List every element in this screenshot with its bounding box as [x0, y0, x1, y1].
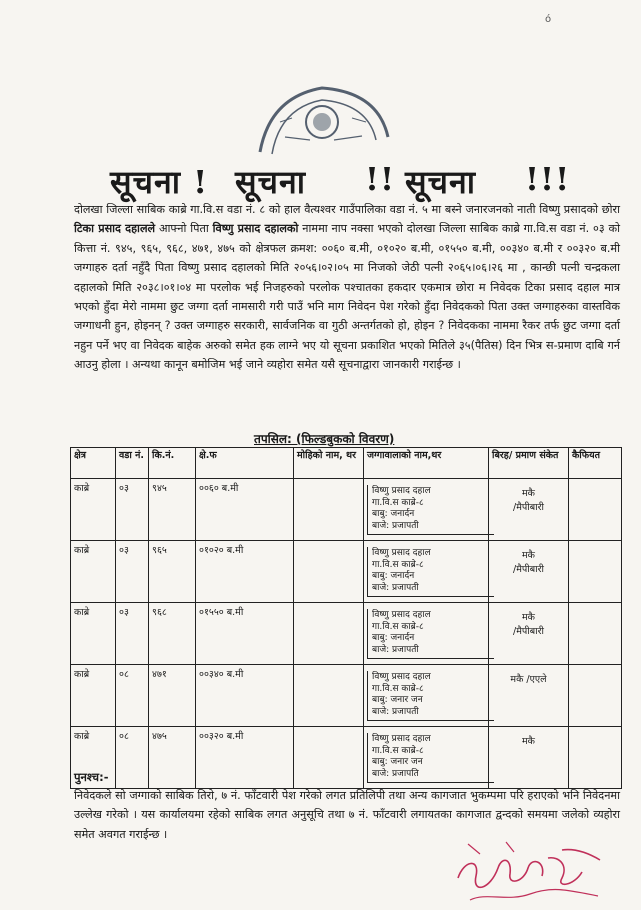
owner-details: [367, 609, 494, 659]
cell-ward: ०३: [116, 541, 149, 603]
cell-ward: ०८: [116, 727, 149, 789]
owner-details: [367, 547, 494, 597]
header-remarks: कैफियत: [569, 448, 622, 479]
cell-remarks: [569, 603, 622, 665]
cell-area: काब्रे: [71, 479, 116, 541]
cell-land-type: [489, 479, 569, 541]
owner-grandfather: बाजे: प्रजापति: [372, 768, 419, 779]
owner-name: विष्णु प्रसाद दहाल: [372, 672, 431, 682]
cell-area: काब्रे: [71, 541, 116, 603]
cell-owner: [364, 541, 489, 603]
cell-kitta: ९६८: [149, 603, 196, 665]
owner-father: बाबु: जनार्दन: [372, 509, 415, 520]
land-crop: मकै: [522, 612, 535, 623]
body-part-3: नाममा नाप नक्सा भएको दोलखा जिल्ला साबिक काब्रे गा.वि.स वडा नं. ०३ को कित्ता नं. ९४५, ९६५, ९६८, ४७१, ४७५ को क्षेत्रफल क्रमश: ००६० ब.मी, ०१०२० ब.मी, ०१५५० ब.मी, ००३४० ब.मी र ००३२० ब.मी जग्गाहरु दर्ता नहुँदै पिता विष्णु प्रसाद दहालको मिति २०५६।०२।०५ मा निजको जेठी पत्नी २०६५।०६।२६ मा , कान्छी पत्नी चन्द्रकला दहालको मिति २०३८।०१।०४ मा परलोक भई निजहरुको परलोक पश्चातका हकदार एकमात्र छोरा म निवेदक टिका प्रसाद दहाल मात्र भएको हुँदा मेरो नाममा छुट जग्गा दर्ता नामसारी गरी पाउँ भनि माग निवेदन पेश गरेको हुँदा निवेदकको पिता उक्त जग्गाहरुका वास्तविक जग्गाधनी हुन, होइनन् ? उक्त जग्गाहरु सरकारी, सार्वजनिक वा गुठी अन्तर्गतको हो, होइन ? निवेदकका नाममा रैकर तर्फ छुट जग्गा दर्ता नहुन पर्ने भए वा निवेदक बाहेक अरुको समेत हक लाग्ने भए यो सूचना प्रकाशित भएको मितिले ३५(पैतिस) दिन भित्र स-प्रमाण दाबि गर्न आउनु होला । अन्यथा कानून बमोजिम भई जाने व्यहोरा समेत यसै सूचनाद्वारा जानकारी गराईन्छ ।: [74, 222, 620, 372]
cell-owner: [364, 727, 489, 789]
cell-ward: ०३: [116, 603, 149, 665]
table-row: [71, 603, 622, 665]
cell-size: ०१०२० ब.मी: [196, 541, 294, 603]
owner-father: बाबु: जनार्दन: [372, 633, 415, 644]
cell-kitta: ४७१: [149, 665, 196, 727]
postscript-title: पुनश्च:-: [74, 770, 109, 784]
heading-word-2: सूचना: [235, 163, 307, 201]
heading-exclaim: !!!: [525, 160, 571, 198]
header-size: क्षे.फ: [196, 448, 294, 479]
office-seal-stamp: [250, 82, 395, 160]
owner-father: बाबु: जनार जन: [372, 757, 423, 768]
header-land-type: बिरह/ प्रमाण संकेत: [489, 448, 569, 479]
cell-kitta: ९६५: [149, 541, 196, 603]
handwritten-signature: [450, 838, 610, 908]
cell-tenant: [294, 665, 364, 727]
table-row: [71, 665, 622, 727]
owner-details: [367, 671, 494, 721]
header-tenant: मोहिको नाम, थर: [294, 448, 364, 479]
header-kitta: कि.नं.: [149, 448, 196, 479]
cell-area: काब्रे: [71, 665, 116, 727]
owner-grandfather: बाजे: प्रजापती: [372, 644, 419, 655]
applicant-name: टिका प्रसाद दहालले: [74, 222, 156, 236]
header-ward: वडा नं.: [116, 448, 149, 479]
cell-size: ०१५५० ब.मी: [196, 603, 294, 665]
fieldbook-table: [70, 447, 622, 789]
table-row: [71, 479, 622, 541]
cell-owner: [364, 665, 489, 727]
cell-remarks: [569, 541, 622, 603]
owner-address: गा.वि.स काब्रे-८: [372, 621, 424, 632]
cell-kitta: ९४५: [149, 479, 196, 541]
land-crop: मकै: [522, 736, 535, 747]
owner-father: बाबु: जनार जन: [372, 695, 423, 706]
table-header-row: [71, 448, 622, 479]
body-part-1: दोलखा जिल्ला साबिक काब्रे गा.वि.स वडा नं. ८ को हाल वैत्यश्वर गाउँपालिका वडा नं. ५ मा बस्ने जनारजनको नाती विष्णु प्रसादको छोरा: [74, 203, 620, 216]
cell-tenant: [294, 727, 364, 789]
cell-ward: ०८: [116, 665, 149, 727]
notice-heading: [110, 160, 570, 204]
heading-word-3: सूचना: [405, 163, 477, 201]
cell-size: ००३४० ब.मी: [196, 665, 294, 727]
cell-tenant: [294, 479, 364, 541]
heading-separator: !!: [365, 160, 396, 198]
table-title: तपसिल: (फिल्डबुकको विवरण): [254, 432, 395, 446]
cell-remarks: [569, 665, 622, 727]
cell-area: काब्रे: [71, 603, 116, 665]
land-crop: मकै /एएले: [510, 674, 547, 685]
header-owner: जग्गावालाको नाम,थर: [364, 448, 489, 479]
cell-remarks: [569, 479, 622, 541]
cell-tenant: [294, 541, 364, 603]
table-row: [71, 727, 622, 789]
owner-details: [367, 485, 494, 535]
owner-name: विष्णु प्रसाद दहाल: [372, 610, 431, 620]
land-class: /मैपीबारी: [513, 626, 544, 637]
land-class: /मैपीबारी: [513, 502, 544, 513]
cell-land-type: [489, 727, 569, 789]
cell-remarks: [569, 727, 622, 789]
table-row: [71, 541, 622, 603]
owner-address: गा.वि.स काब्रे-८: [372, 683, 424, 694]
owner-father: बाबु: जनार्दन: [372, 571, 415, 582]
postscript-text: निवेदकले सो जग्गाको साबिक तिरो, ७ नं. फाँटवारी पेश गरेको लगत प्रतिलिपी तथा अन्य कागजात भुकम्पमा परि हराएको भनि निवेदनमा उल्लेख गरेको । यस कार्यालयमा रहेको साबिक लगत अनुसूचि तथा ७ नं. फाँटवारी लगायतका कागजात द्वन्दको समयमा जलेको व्यहोरा समेत अवगत गराईन्छ ।: [74, 789, 620, 841]
owner-address: गा.वि.स काब्रे-८: [372, 497, 424, 508]
body-part-2: आफ्नो पिता: [155, 222, 213, 236]
owner-grandfather: बाजे: प्रजापती: [372, 520, 419, 531]
land-crop: मकै: [522, 488, 535, 499]
cell-land-type: [489, 665, 569, 727]
owner-grandfather: बाजे: प्रजापती: [372, 582, 419, 593]
cell-kitta: ४७५: [149, 727, 196, 789]
cell-land-type: [489, 603, 569, 665]
owner-name: विष्णु प्रसाद दहाल: [372, 548, 431, 558]
land-crop: मकै: [522, 550, 535, 561]
cell-size: ००६० ब.मी: [196, 479, 294, 541]
corner-mark: ó: [545, 14, 552, 25]
header-area: क्षेत्र: [71, 448, 116, 479]
cell-size: ००३२० ब.मी: [196, 727, 294, 789]
owner-address: गा.वि.स काब्रे-८: [372, 745, 424, 756]
cell-land-type: [489, 541, 569, 603]
owner-details: [367, 733, 494, 783]
cell-area: काब्रे: [71, 727, 116, 789]
owner-address: गा.वि.स काब्रे-८: [372, 559, 424, 570]
owner-grandfather: बाजे: प्रजापती: [372, 706, 419, 717]
cell-ward: ०३: [116, 479, 149, 541]
cell-owner: [364, 479, 489, 541]
land-class: /मैपीबारी: [513, 564, 544, 575]
heading-word-1: सूचना !: [110, 163, 209, 201]
father-name: विष्णु प्रसाद दहालको: [212, 222, 299, 236]
cell-tenant: [294, 603, 364, 665]
notice-body: [74, 200, 620, 375]
owner-name: विष्णु प्रसाद दहाल: [372, 734, 431, 744]
cell-owner: [364, 603, 489, 665]
owner-name: विष्णु प्रसाद दहाल: [372, 486, 431, 496]
